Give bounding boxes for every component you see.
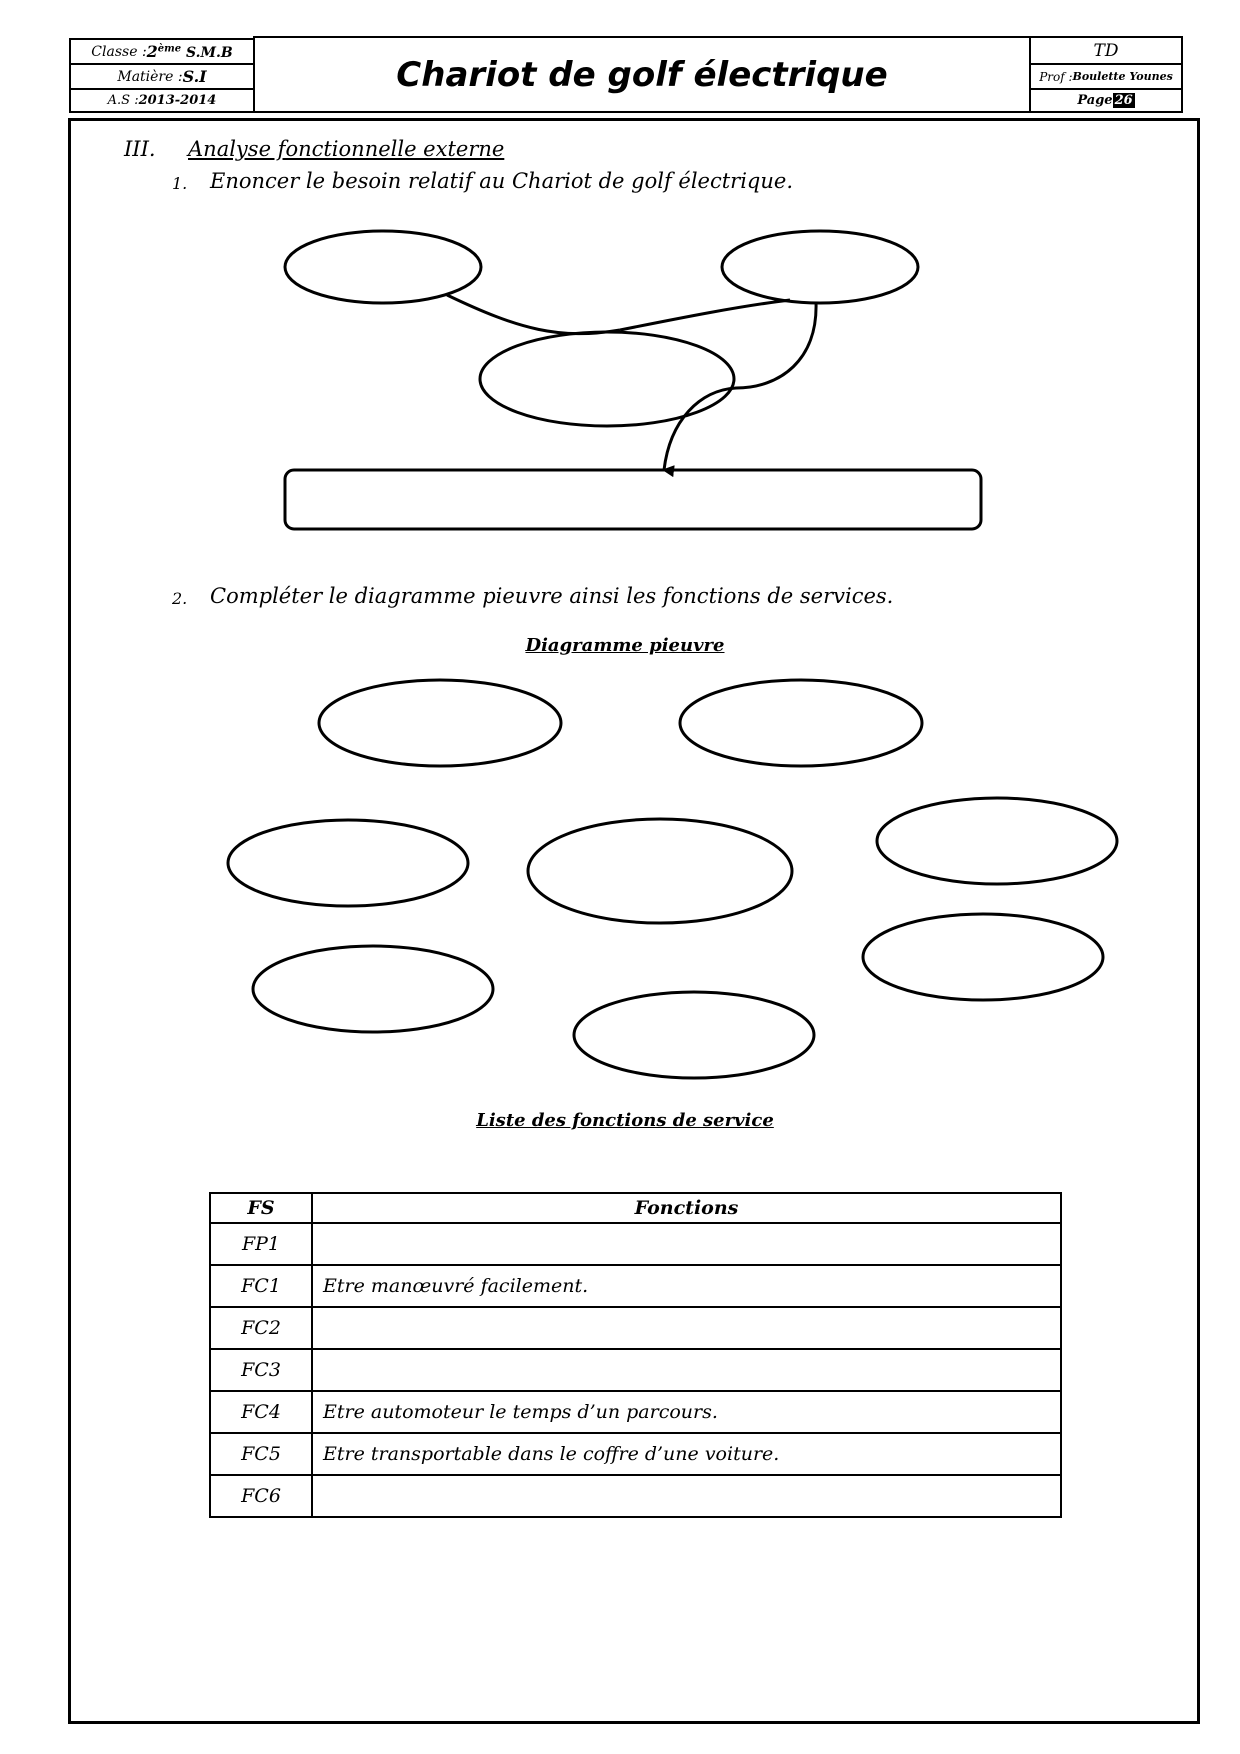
matiere-value: S.I [182, 67, 207, 86]
fs-code: FC2 [210, 1307, 312, 1349]
table-row [210, 1391, 1061, 1433]
fs-code: FC4 [210, 1391, 312, 1433]
need-diagram [0, 0, 1240, 560]
section-numeral: III. [124, 137, 156, 161]
need-statement-box [285, 470, 981, 529]
table-row [210, 1433, 1061, 1475]
table-header-row [210, 1193, 1061, 1223]
prof-value: Boulette Younes [1072, 70, 1173, 83]
question-2-number: 2. [172, 589, 188, 608]
page-number: 26 [1114, 93, 1133, 108]
user-ellipse [285, 231, 481, 303]
list-caption: Liste des fonctions de service [476, 1110, 774, 1131]
matiere-label: Matière : [117, 68, 183, 85]
octopus-diagram [0, 660, 1240, 1100]
horn-left [447, 295, 620, 334]
pieuvre-ellipse-3 [228, 820, 468, 906]
pieuvre-center-ellipse [528, 819, 792, 923]
matter-ellipse [722, 231, 918, 303]
table-row [210, 1265, 1061, 1307]
pieuvre-ellipse-1 [319, 680, 561, 766]
question-2-text: Compléter le diagramme pieuvre ainsi les fonctions de services. [210, 584, 894, 608]
section-title: Analyse fonctionnelle externe [188, 137, 505, 161]
classe-label: Classe : [91, 43, 147, 60]
pieuvre-ellipse-2 [680, 680, 922, 766]
table-row [210, 1475, 1061, 1517]
header-fonctions: Fonctions [312, 1193, 1061, 1223]
fs-text [312, 1223, 1061, 1265]
table-row [210, 1307, 1061, 1349]
fs-text [312, 1475, 1061, 1517]
fs-code: FC6 [210, 1475, 312, 1517]
classe-value: S.M.B [181, 45, 233, 61]
fs-text: Etre manœuvré facilement. [312, 1265, 1061, 1307]
product-ellipse [480, 332, 734, 426]
classe-level: 2 [146, 42, 158, 61]
service-functions-table [209, 1192, 1062, 1518]
annee-value: 2013-2014 [138, 93, 217, 108]
classe-sup: ème [157, 43, 182, 55]
pieuvre-ellipse-7 [574, 992, 814, 1078]
pieuvre-ellipse-4 [877, 798, 1117, 884]
pieuvre-ellipse-5 [253, 946, 493, 1032]
fs-text: Etre automoteur le temps d’un parcours. [312, 1391, 1061, 1433]
fs-text: Etre transportable dans le coffre d’une voiture. [312, 1433, 1061, 1475]
horn-right [620, 300, 790, 330]
prof-label: Prof : [1039, 69, 1073, 84]
td-label: TD [1093, 40, 1119, 61]
fs-text [312, 1349, 1061, 1391]
table-row [210, 1223, 1061, 1265]
page-title-text: Chariot de golf électrique [396, 54, 888, 95]
pieuvre-ellipse-6 [863, 914, 1103, 1000]
fs-code: FC3 [210, 1349, 312, 1391]
diagram-caption: Diagramme pieuvre [525, 635, 725, 656]
fs-code: FC5 [210, 1433, 312, 1475]
annee-label: A.S : [107, 93, 139, 108]
page-label: Page [1077, 93, 1113, 108]
goal-arrow [664, 302, 816, 470]
question-1-text: Enoncer le besoin relatif au Chariot de golf électrique. [210, 169, 793, 193]
header-fs: FS [210, 1193, 312, 1223]
fs-text [312, 1307, 1061, 1349]
fs-code: FC1 [210, 1265, 312, 1307]
table-row [210, 1349, 1061, 1391]
fs-code: FP1 [210, 1223, 312, 1265]
question-1-number: 1. [172, 174, 188, 193]
